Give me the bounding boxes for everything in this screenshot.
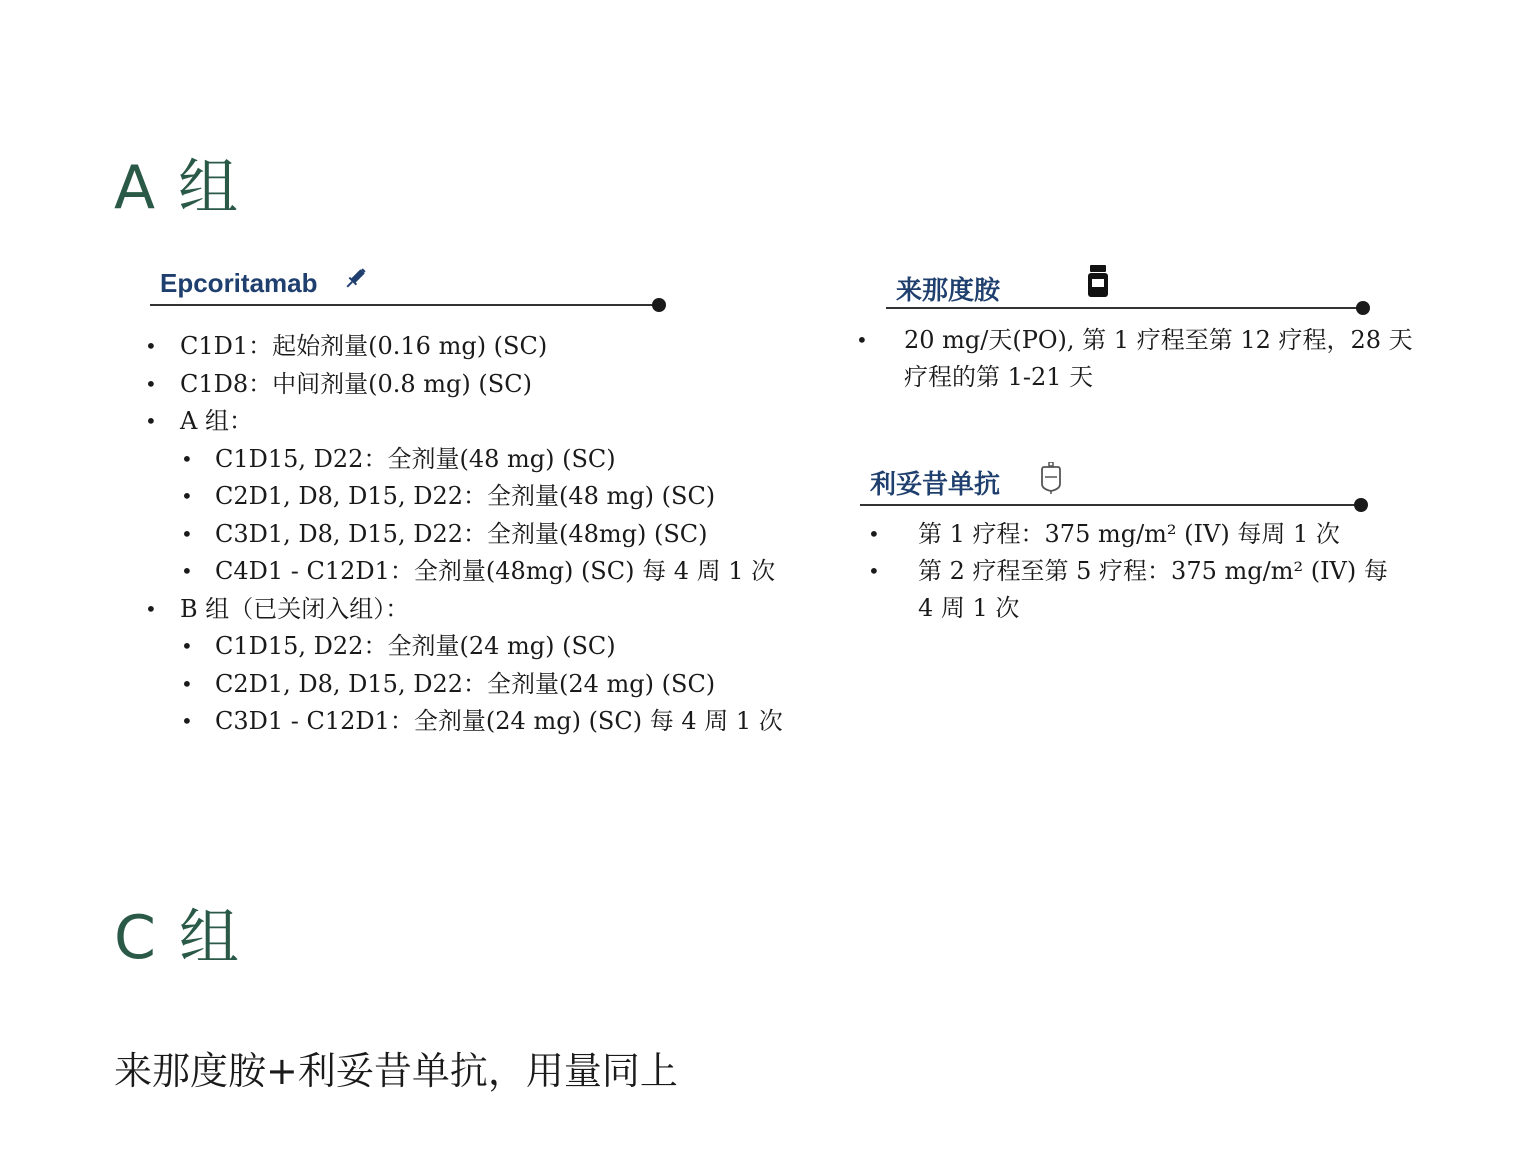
epcoritamab-header-label: Epcoritamab: [160, 268, 318, 298]
list-item: • C1D1：起始剂量(0.16 mg) (SC): [145, 332, 548, 360]
header-divider: [860, 504, 1360, 506]
list-item: • C1D15, D22：全剂量(48 mg) (SC): [181, 444, 616, 473]
group-c-description: 来那度胺+利妥昔单抗，用量同上: [114, 1049, 678, 1093]
list-item: • C3D1 - C12D1：全剂量(24 mg) (SC) 每 4 周 1 次: [181, 707, 783, 735]
list-item: • C1D8：中间剂量(0.8 mg) (SC): [145, 369, 532, 398]
list-item: • C3D1, D8, D15, D22：全剂量(48mg) (SC): [181, 519, 708, 548]
rituximab-header: [860, 464, 1368, 514]
header-divider-dot: [1354, 498, 1368, 512]
list-item: • A 组：: [145, 407, 253, 435]
header-divider-dot: [652, 298, 666, 312]
list-item: • 第 1 疗程：375 mg/m² (IV) 每周 1 次: [868, 520, 1340, 548]
header-divider-dot: [1356, 301, 1370, 315]
rituximab-dosing-list: [868, 516, 1408, 627]
lenalidomide-header-label: 来那度胺: [896, 275, 1001, 305]
iv-bag-icon: [1040, 462, 1062, 501]
list-item: • C4D1 - C12D1：全剂量(48mg) (SC) 每 4 周 1 次: [181, 557, 776, 585]
list-item: • 第 2 疗程至第 5 疗程：375 mg/m² (IV) 每 4 周 1 次: [868, 557, 1388, 622]
epcoritamab-header: [150, 268, 666, 318]
header-divider: [886, 307, 1362, 309]
lenalidomide-dosing-list: [856, 322, 1436, 396]
list-item: • C2D1, D8, D15, D22：全剂量(48 mg) (SC): [181, 482, 716, 510]
list-item: • C2D1, D8, D15, D22：全剂量(24 mg) (SC): [181, 669, 716, 698]
rituximab-header-label: 利妥昔单抗: [870, 469, 1001, 499]
group-a-title: A 组: [114, 153, 241, 223]
epcoritamab-dosing-list: [145, 328, 783, 741]
list-item: • C1D15, D22：全剂量(24 mg) (SC): [181, 632, 616, 660]
list-item: • B 组（已关闭入组）：: [145, 594, 410, 623]
group-c-title: C 组: [114, 903, 241, 973]
syringe-icon: [342, 266, 368, 298]
lenalidomide-header: [886, 270, 1370, 320]
pill-bottle-icon: [1086, 264, 1110, 306]
header-divider: [150, 304, 658, 306]
list-item: • 20 mg/天(PO), 第 1 疗程至第 12 疗程，28 天疗程的第 1-21 天: [856, 326, 1413, 391]
